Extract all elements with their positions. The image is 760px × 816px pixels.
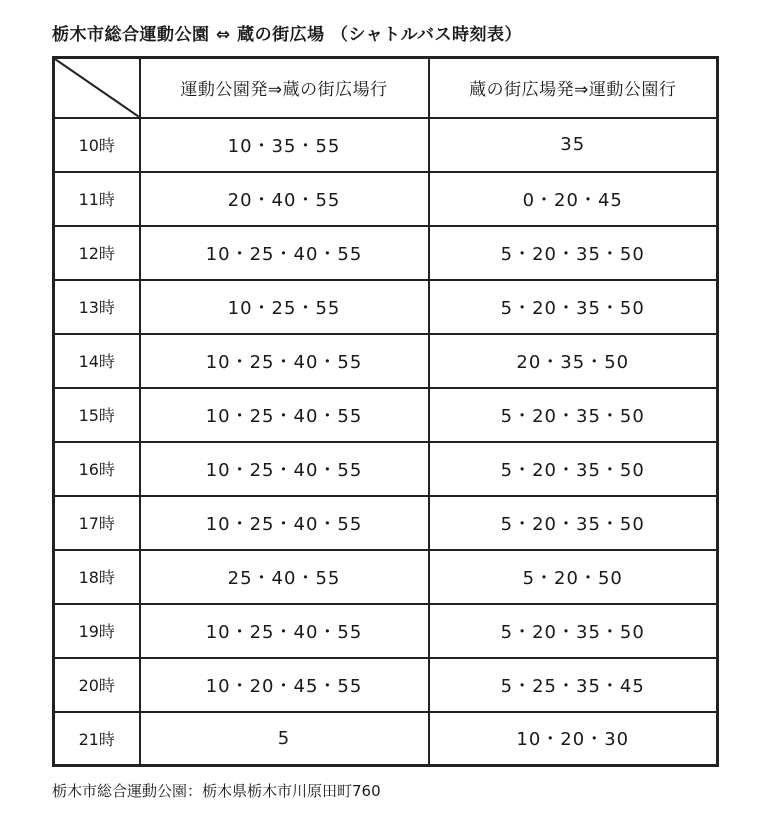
hour-cell: 21時 [54, 712, 140, 766]
departure-times-from-plaza: 5・20・35・50 [429, 442, 718, 496]
header-row [54, 58, 718, 118]
hour-cell: 12時 [54, 226, 140, 280]
hour-cell: 20時 [54, 658, 140, 712]
departure-times-from-plaza: 5・20・35・50 [429, 388, 718, 442]
departure-times-from-plaza: 5・20・35・50 [429, 280, 718, 334]
departure-times-from-park: 10・25・40・55 [140, 442, 429, 496]
table-row [54, 712, 718, 766]
departure-times-from-plaza: 5・20・35・50 [429, 226, 718, 280]
departure-times-from-park: 25・40・55 [140, 550, 429, 604]
table-row [54, 226, 718, 280]
departure-times-from-park: 10・35・55 [140, 118, 429, 172]
shuttle-bus-timetable [52, 56, 719, 767]
departure-times-from-park: 10・25・40・55 [140, 604, 429, 658]
table-row [54, 118, 718, 172]
departure-times-from-plaza: 5・20・50 [429, 550, 718, 604]
table-row [54, 280, 718, 334]
departure-times-from-park: 10・25・40・55 [140, 334, 429, 388]
hour-cell: 14時 [54, 334, 140, 388]
table-row [54, 442, 718, 496]
departure-times-from-park: 10・20・45・55 [140, 658, 429, 712]
column-header-from-plaza: 蔵の街広場発⇒運動公園行 [429, 58, 718, 118]
departure-times-from-plaza: 5・25・35・45 [429, 658, 718, 712]
table-row [54, 334, 718, 388]
departure-times-from-park: 10・25・40・55 [140, 388, 429, 442]
hour-cell: 16時 [54, 442, 140, 496]
hour-cell: 15時 [54, 388, 140, 442]
table-row [54, 496, 718, 550]
hour-cell: 10時 [54, 118, 140, 172]
table-row [54, 604, 718, 658]
diagonal-line [55, 59, 139, 117]
departure-times-from-park: 10・25・55 [140, 280, 429, 334]
table-row [54, 550, 718, 604]
departure-times-from-plaza: 10・20・30 [429, 712, 718, 766]
table-row [54, 658, 718, 712]
hour-cell: 18時 [54, 550, 140, 604]
column-header-from-park: 運動公園発⇒蔵の街広場行 [140, 58, 429, 118]
departure-times-from-plaza: 5・20・35・50 [429, 496, 718, 550]
hour-cell: 17時 [54, 496, 140, 550]
departure-times-from-plaza: 5・20・35・50 [429, 604, 718, 658]
corner-cell [54, 58, 140, 118]
departure-times-from-park: 20・40・55 [140, 172, 429, 226]
footer-address: 栃木市総合運動公園：栃木県栃木市川原田町760 [52, 782, 381, 800]
table-row [54, 172, 718, 226]
hour-cell: 11時 [54, 172, 140, 226]
hour-cell: 19時 [54, 604, 140, 658]
departure-times-from-plaza: 35 [429, 118, 718, 172]
table-row [54, 388, 718, 442]
departure-times-from-park: 10・25・40・55 [140, 496, 429, 550]
departure-times-from-plaza: 20・35・50 [429, 334, 718, 388]
hour-cell: 13時 [54, 280, 140, 334]
departure-times-from-plaza: 0・20・45 [429, 172, 718, 226]
page-title: 栃木市総合運動公園 ⇔ 蔵の街広場 （シャトルバス時刻表） [52, 25, 522, 45]
departure-times-from-park: 5 [140, 712, 429, 766]
departure-times-from-park: 10・25・40・55 [140, 226, 429, 280]
